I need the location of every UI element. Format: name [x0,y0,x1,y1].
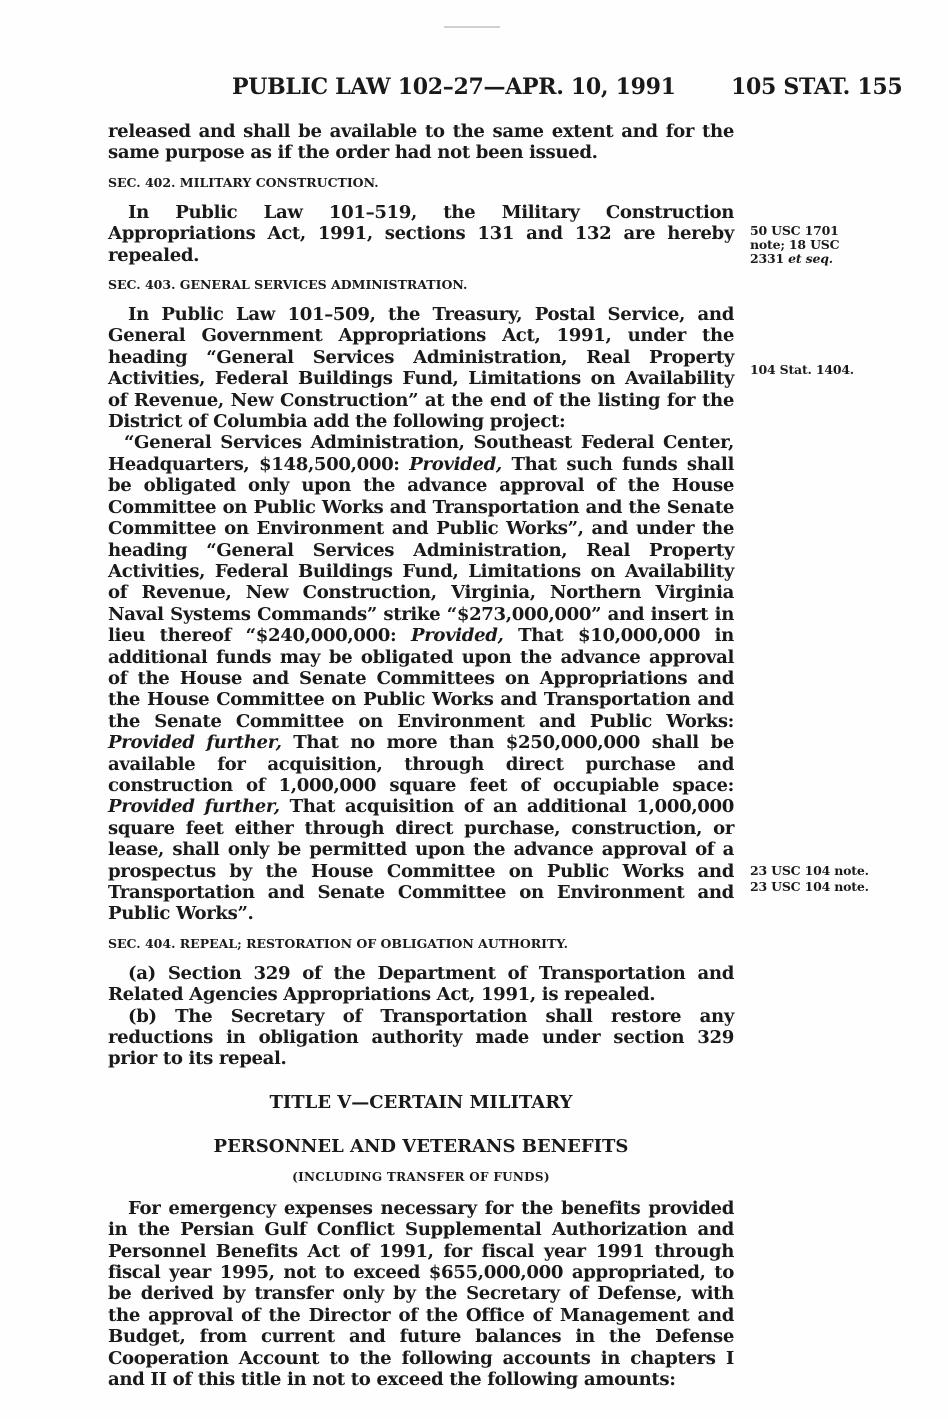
margin-note-line: note; 18 USC [750,237,840,252]
running-header-stat: 105 STAT. 155 [731,74,903,100]
section-402-text: In Public Law 101–519, the Military Construction Appropriations Act, 1991, sections 131 and 132 are hereby repealed. [108,201,734,266]
provided-further-2: Provided further, [108,796,280,818]
margin-note-2331: 2331 [750,251,789,266]
margin-note-23-usc-a: 23 USC 104 note. [750,863,869,878]
margin-note-et-seq: et seq. [788,251,833,266]
provided-further-1: Provided further, [108,732,282,754]
section-402-heading: SEC. 402. MILITARY CONSTRUCTION. [108,174,379,190]
running-header-law: PUBLIC LAW 102–27—APR. 10, 1991 [232,74,676,100]
scan-smudge [444,26,500,28]
margin-note-line: 50 USC 1701 [750,223,839,238]
provided-2: Provided, [410,625,504,647]
quote-part-d: That no more than $250,000,000 shall be available for acquisition, through direct purchase and construction of 1,000,000 square feet of occupiable space: [108,732,734,796]
transfer-of-funds-subheading: (INCLUDING TRANSFER OF FUNDS) [292,1169,550,1184]
title-v-heading-line2: PERSONNEL AND VETERANS BENEFITS [213,1135,629,1157]
margin-note-50-usc-1701 [750,224,839,266]
quote-part-e: That acquisition of an additional 1,000,000 square feet either through direct purchase, construction, or lease, shall only be permitted upon the advance approval of a prospectus by the House Committee on Public Works and Transportation and Senate Committee on Environment and Public Works”. [108,796,734,925]
section-404-subsection-a: (a) Section 329 of the Department of Transportation and Related Agencies Appropriations Act, 1991, is repealed. [108,962,734,1006]
section-403-quoted-project [108,432,734,924]
title-v-text: For emergency expenses necessary for the benefits provided in the Persian Gulf Conflict Supplemental Authorization and Personnel Benefits Act of 1991, for fiscal year 1991 through fiscal year 1995, not to exceed $655,000,000 appropriated, to be derived by transfer only by the Secretary of Defense, with the approval of the Director of the Office of Management and Budget, from current and future balances in the Defense Cooperation Account to the following accounts in chapters I and II of this title in not to exceed the following amounts: [108,1197,734,1391]
section-404-subsection-b: (b) The Secretary of Transportation shall restore any reductions in obligation authority made under section 329 prior to its repeal. [108,1005,734,1070]
intro-paragraph: released and shall be available to the same extent and for the same purpose as if the order had not been issued. [108,121,734,164]
margin-note-104-stat: 104 Stat. 1404. [750,362,854,377]
main-text-column [108,121,734,1391]
section-404-heading: SEC. 404. REPEAL; RESTORATION OF OBLIGATION AUTHORITY. [108,935,568,951]
quote-part-a: “General Services Administration, Southeast Federal Center, Headquarters, $148,500,000: [108,432,734,475]
section-403-heading: SEC. 403. GENERAL SERVICES ADMINISTRATION. [108,277,468,293]
quote-part-c: That $10,000,000 in additional funds may be obligated upon the advance approval of the House and Senate Committees on Appropriations and the House Committee on Public Works and Transportation and the Senate Committee on Environment and Public Works: [108,625,734,732]
margin-note-line [750,252,839,266]
quote-part-b: That such funds shall be obligated only upon the advance approval of the House Committee on Public Works and Transportation and the Senate Committee on Environment and Public Works”, and under the heading “General Services Administration, Real Property Activities, Federal Buildings Fund, Limitations on Availability of Revenue, New Construction, Virginia, Northern Virginia Naval Systems Commands” strike “$273,000,000” and insert in lieu thereof “$240,000,000: [108,453,734,647]
section-403-text: In Public Law 101–509, the Treasury, Postal Service, and General Government Appropriations Act, 1991, under the heading “General Services Administration, Real Property Activities, Federal Buildings Fund, Limitations on Availability of Revenue, New Construction” at the end of the listing for the District of Columbia add the following project: [108,304,734,433]
provided-1: Provided, [409,453,502,475]
title-v-heading-line1: TITLE V—CERTAIN MILITARY [269,1091,573,1113]
margin-note-23-usc-b: 23 USC 104 note. [750,879,869,894]
